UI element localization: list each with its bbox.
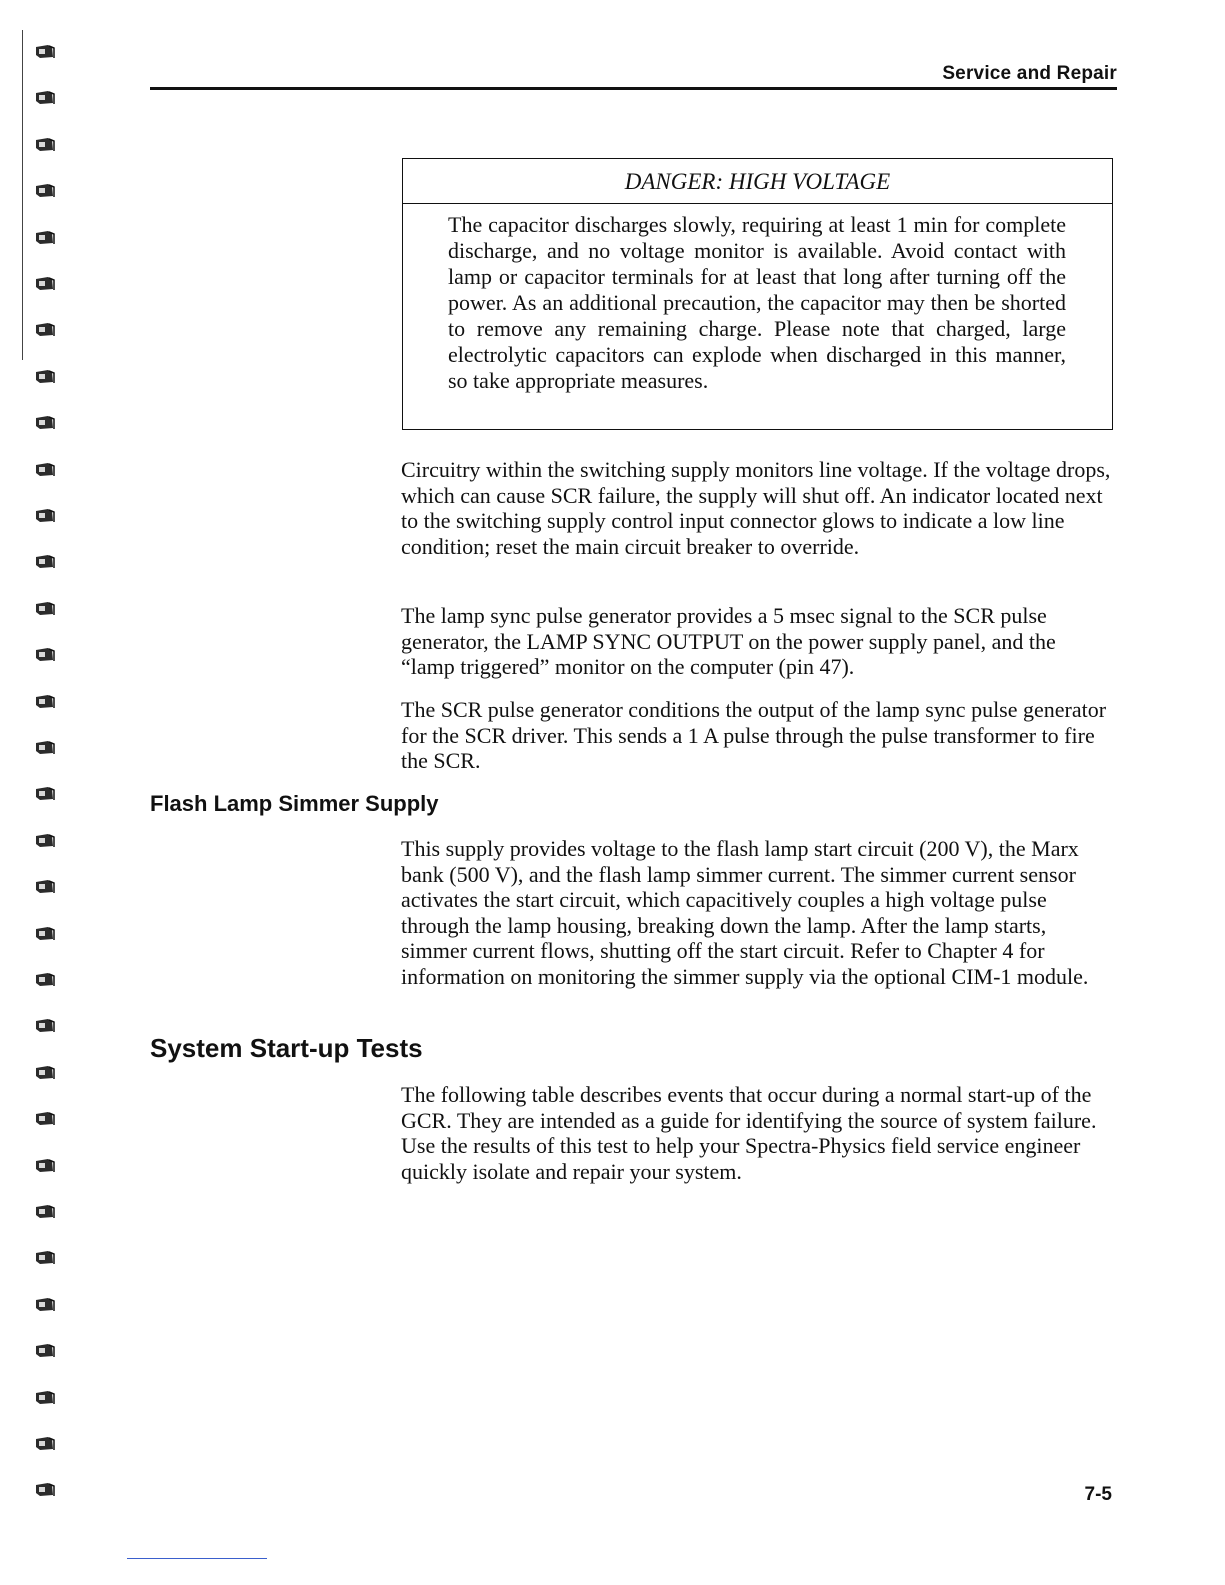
paragraph-lamp-sync: The lamp sync pulse generator provides a 5 msec signal to the SCR pulse generator, the LAMP SYNC OUTPUT on the power supply panel, and the “lamp triggered” monitor on the computer (pin 47). xyxy=(401,603,1056,679)
binder-ring-icon xyxy=(34,784,56,802)
binder-ring-icon xyxy=(34,877,56,895)
binder-ring-icon xyxy=(34,367,56,385)
binding-edge-line xyxy=(22,30,23,360)
binder-ring-icon xyxy=(34,1248,56,1266)
binder-ring-icon xyxy=(34,1109,56,1127)
paragraph-line-voltage: Circuitry within the switching supply monitors line voltage. If the voltage drops, which can cause SCR failure, the supply will shut off. An indicator located next to the switching supply control input connector glows to indicate a low line condition; reset the main circuit breaker to override. xyxy=(401,457,1111,559)
binder-ring-icon xyxy=(34,924,56,942)
binder-ring-icon xyxy=(34,228,56,246)
paragraph-startup-tests: The following table describes events that occur during a normal start-up of the GCR. They are intended as a guide for identifying the source of system failure. Use the results of this test to help your Spectra-Physics field service engineer quickly isolate and repair your system. xyxy=(401,1082,1097,1184)
binder-ring-icon xyxy=(34,1480,56,1498)
footer-link-underline xyxy=(127,1558,267,1559)
binder-ring-icon xyxy=(34,1295,56,1313)
paragraph-flash-lamp: This supply provides voltage to the flash lamp start circuit (200 V), the Marx bank (500 V), and the flash lamp simmer current. The simmer current sensor activates the start circuit, which capacitively couples a high voltage pulse through the lamp housing, breaking down the lamp. After the lamp starts, simmer current flows, shutting off the start circuit. Refer to Chapter 4 for information on monitoring the simmer supply via the optional CIM-1 module. xyxy=(401,836,1089,989)
binding-strip xyxy=(18,30,68,1550)
binder-ring-icon xyxy=(34,599,56,617)
binder-ring-icon xyxy=(34,274,56,292)
binder-ring-icon xyxy=(34,1434,56,1452)
running-header: Service and Repair xyxy=(942,63,1117,84)
binder-ring-icon xyxy=(34,1388,56,1406)
binder-ring-icon xyxy=(34,831,56,849)
binder-ring-icon xyxy=(34,1202,56,1220)
binder-ring-icon xyxy=(34,506,56,524)
section-heading-flash-lamp: Flash Lamp Simmer Supply xyxy=(150,791,439,816)
binder-ring-icon xyxy=(34,460,56,478)
warning-title: DANGER: HIGH VOLTAGE xyxy=(403,159,1112,204)
binder-ring-icon xyxy=(34,181,56,199)
danger-warning-box xyxy=(402,158,1113,430)
binder-ring-icon xyxy=(34,88,56,106)
binder-ring-icon xyxy=(34,1063,56,1081)
binder-ring-icon xyxy=(34,552,56,570)
binder-ring-icon xyxy=(34,692,56,710)
binder-ring-icon xyxy=(34,42,56,60)
binder-ring-icon xyxy=(34,1156,56,1174)
binder-ring-icon xyxy=(34,135,56,153)
binder-ring-icon xyxy=(34,645,56,663)
binder-ring-icon xyxy=(34,1016,56,1034)
section-heading-startup-tests: System Start-up Tests xyxy=(150,1033,423,1063)
binder-ring-icon xyxy=(34,970,56,988)
header-rule xyxy=(150,87,1117,90)
page-number: 7-5 xyxy=(1084,1484,1112,1505)
paragraph-scr-pulse: The SCR pulse generator conditions the output of the lamp sync pulse generator for the SCR driver. This sends a 1 A pulse through the pulse transformer to fire the SCR. xyxy=(401,697,1107,773)
binder-ring-icon xyxy=(34,738,56,756)
binder-ring-icon xyxy=(34,320,56,338)
binder-ring-icon xyxy=(34,1341,56,1359)
binder-ring-icon xyxy=(34,413,56,431)
warning-body: The capacitor discharges slowly, requiring at least 1 min for complete discharge, and no voltage monitor is available. Avoid contact with lamp or capacitor terminals for at least that long after turning off the power. As an additional precaution, the capacitor may then be shorted to remove any remaining charge. Please note that charged, large electrolytic capacitors can explode when discharged in this manner, so take appropriate measures. xyxy=(448,212,1066,393)
